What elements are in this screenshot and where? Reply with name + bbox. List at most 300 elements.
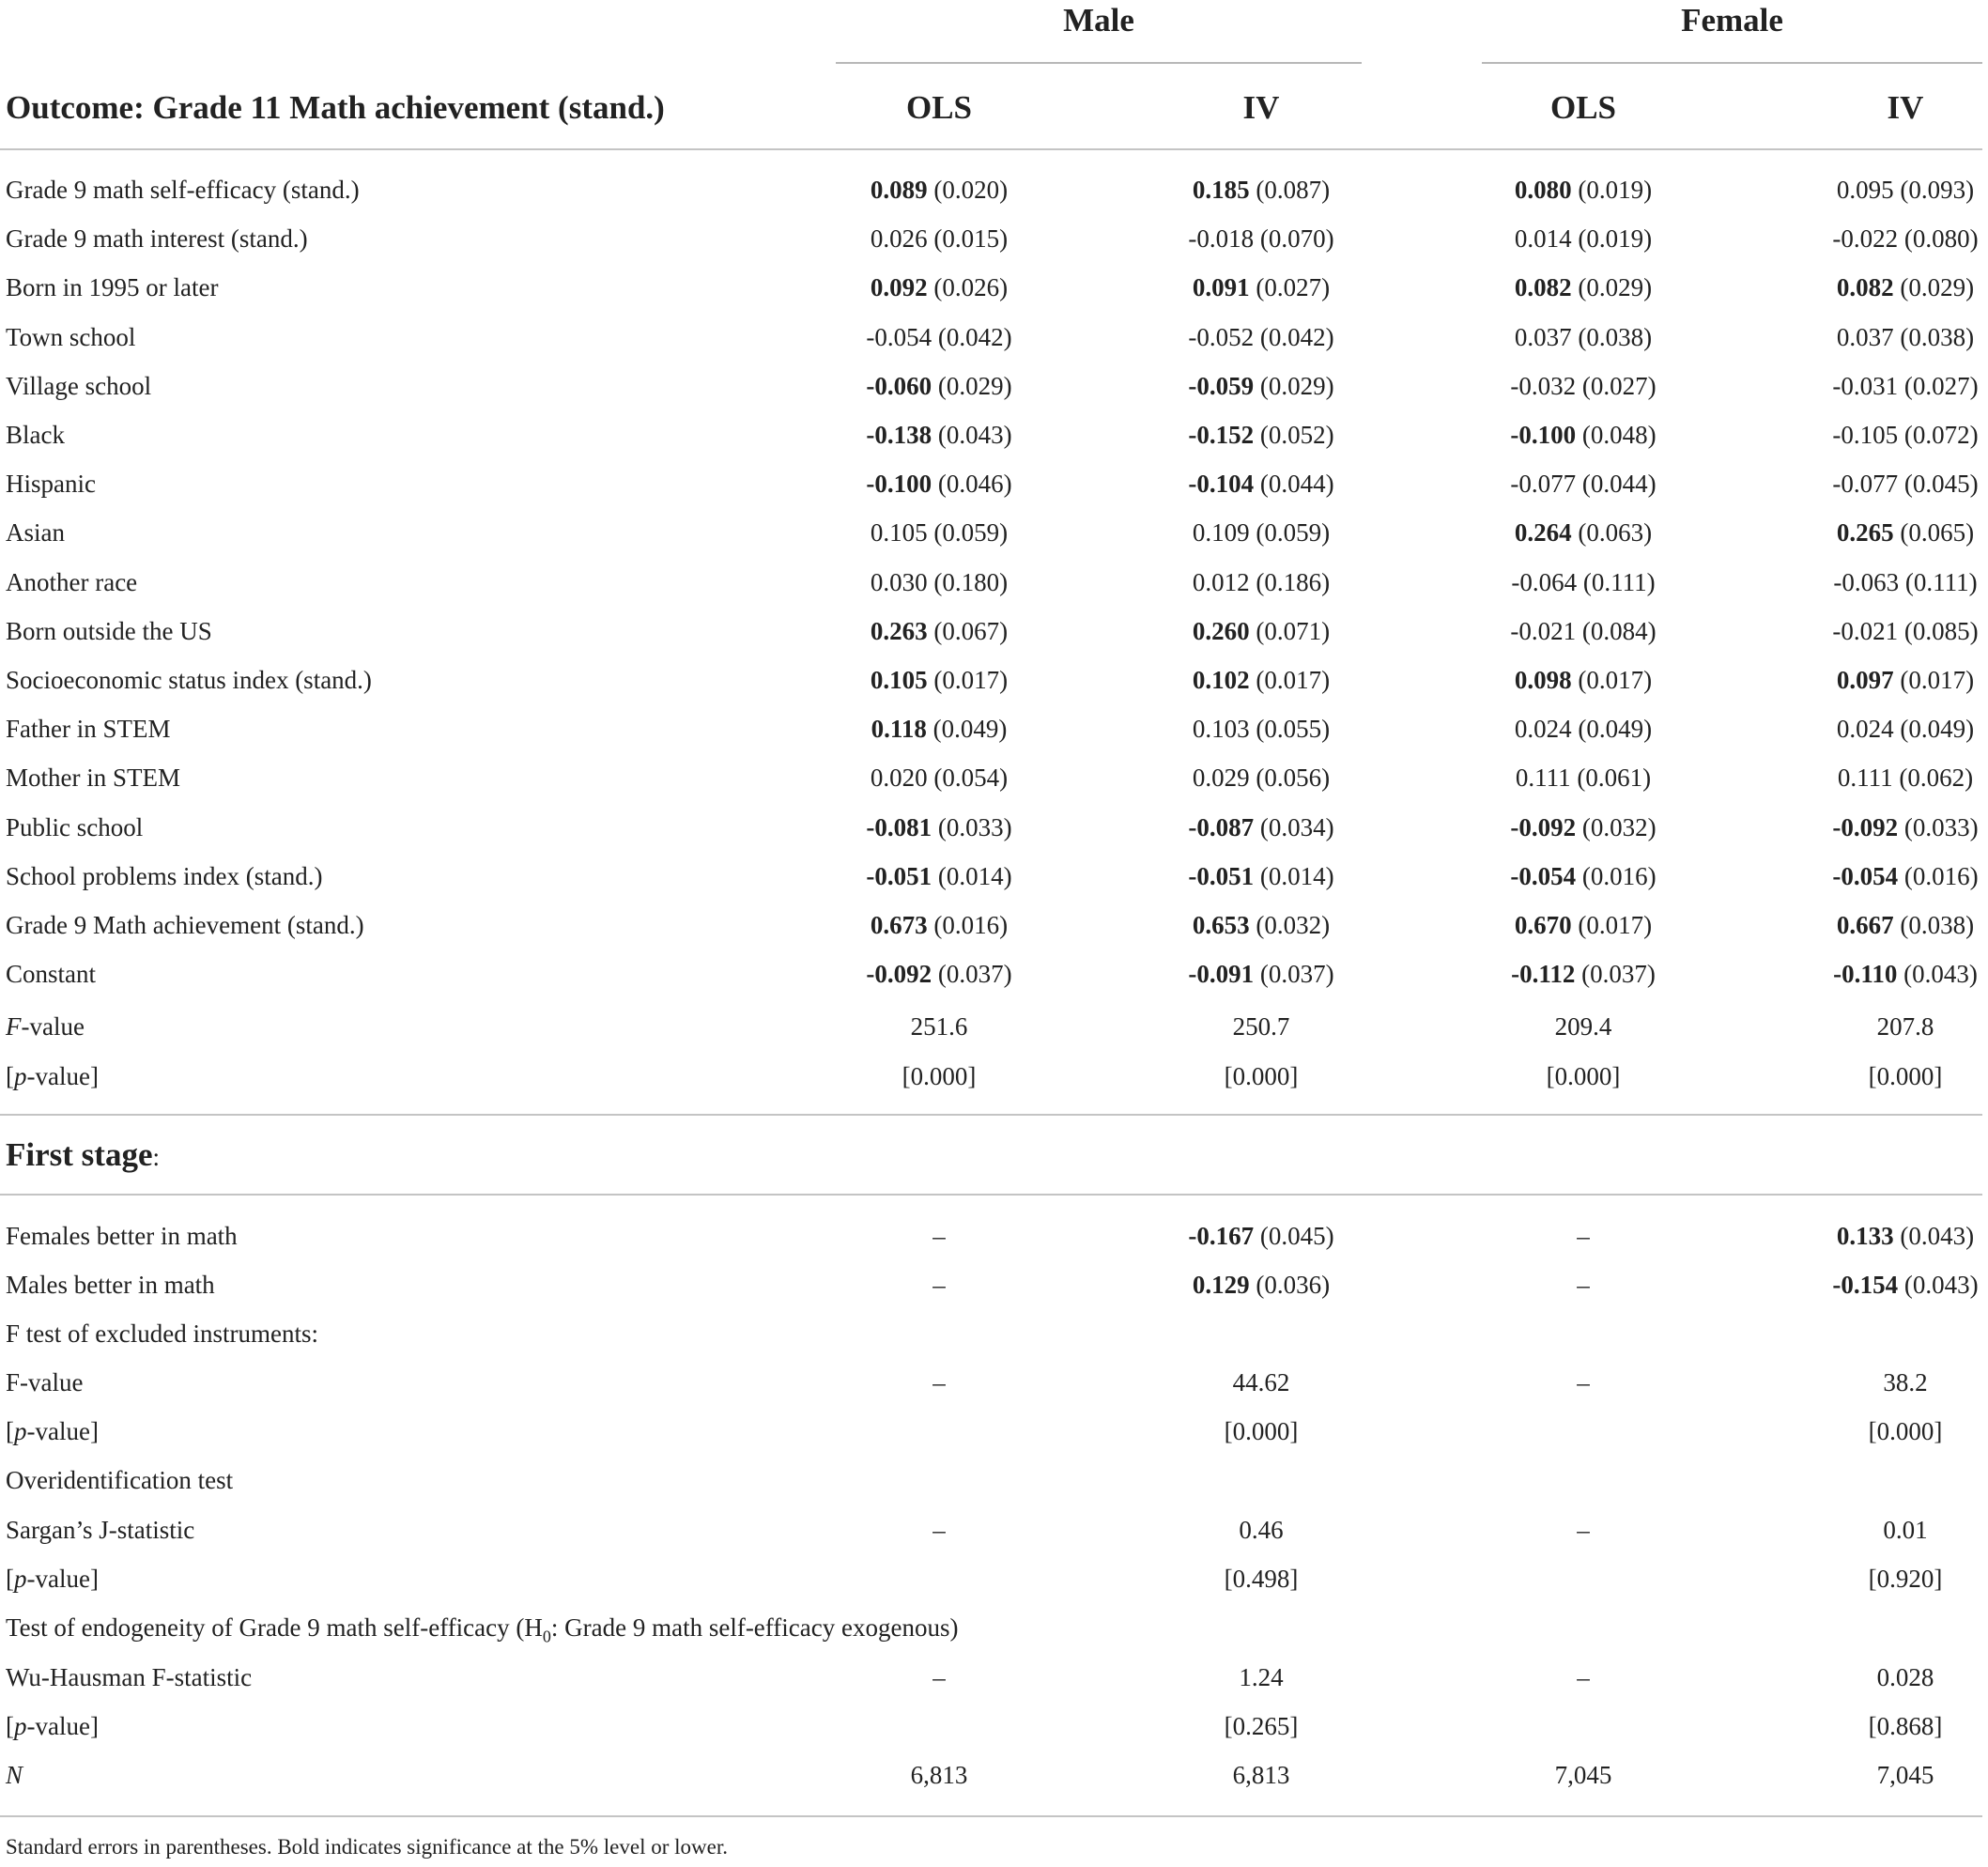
- col-header-female-ols: OLS: [1549, 89, 1617, 126]
- value-cell: [0.868]: [1868, 1712, 1943, 1740]
- group-rule-male: [836, 62, 1362, 64]
- standard-error: (0.043): [1903, 960, 1978, 989]
- coefficient-cell: [1424, 656, 1743, 704]
- row-label: School problems index (stand.): [6, 861, 323, 890]
- standard-error: (0.038): [1900, 322, 1975, 351]
- standard-error: (0.048): [1581, 421, 1657, 449]
- coefficient-value: 0.092: [870, 273, 928, 302]
- standard-error: (0.019): [1578, 176, 1653, 204]
- p-value-cell: [0.000]: [1546, 1062, 1621, 1090]
- coefficient-cell: [1102, 313, 1421, 362]
- coefficient-cell: [1746, 214, 1988, 263]
- coefficient-cell: [779, 214, 1099, 263]
- value-cell: –: [1577, 1516, 1590, 1544]
- standard-error: (0.027): [1581, 371, 1657, 400]
- coefficient-cell: [1746, 704, 1988, 753]
- standard-error: (0.016): [1581, 861, 1657, 890]
- coefficient-cell: [1746, 607, 1988, 656]
- coefficient-cell: [1424, 362, 1743, 410]
- standard-error: (0.055): [1256, 715, 1331, 744]
- standard-error: (0.071): [1256, 616, 1331, 645]
- col-header-male-ols: OLS: [905, 89, 973, 126]
- coefficient-cell: [1424, 214, 1743, 263]
- value-cell: –: [932, 1516, 946, 1544]
- row-label: Grade 9 math interest (stand.): [6, 224, 308, 254]
- coefficient-cell: [779, 459, 1099, 508]
- table-row: [0, 656, 1988, 704]
- table-row: [0, 313, 1988, 362]
- coefficient-cell: [779, 1211, 1099, 1260]
- standard-error: (0.037): [937, 960, 1012, 989]
- coefficient-cell: [779, 558, 1099, 607]
- group-header-female: Female: [1681, 2, 1783, 39]
- coefficient-cell: [779, 803, 1099, 852]
- coefficient-value: -0.054: [866, 322, 932, 351]
- coefficient-cell: [1746, 459, 1988, 508]
- coefficient-value: 0.029: [1192, 764, 1250, 793]
- row-label: Another race: [6, 567, 138, 596]
- outcome-title: Outcome: Grade 11 Math achievement (stand.): [6, 89, 665, 126]
- standard-error: (0.049): [932, 715, 1008, 744]
- f-test-p-row: [0, 1407, 1988, 1456]
- standard-error: (0.054): [933, 764, 1009, 793]
- value-cell: 1.24: [1239, 1663, 1284, 1691]
- row-label: [p-value]: [6, 1565, 99, 1593]
- row-label: Grade 9 math self-efficacy (stand.): [6, 176, 360, 204]
- standard-error: (0.044): [1581, 470, 1657, 499]
- coefficient-cell: [779, 704, 1099, 753]
- f-test-header-row: [0, 1309, 1988, 1358]
- row-label: Hispanic: [6, 470, 96, 499]
- coefficient-cell: [1746, 852, 1988, 901]
- coefficient-cell: [1746, 558, 1988, 607]
- f-value-cell: 250.7: [1232, 1012, 1290, 1041]
- coefficient-cell: [1424, 704, 1743, 753]
- coefficient-cell: [1102, 263, 1421, 312]
- coefficient-value: 0.026: [870, 224, 928, 254]
- row-label: Males better in math: [6, 1271, 215, 1300]
- n-row: [0, 1751, 1988, 1799]
- standard-error: (0.080): [1903, 224, 1979, 254]
- coefficient-cell: [1746, 1211, 1988, 1260]
- p-value-cell: [0.000]: [902, 1062, 977, 1090]
- coefficient-cell: [1746, 165, 1988, 214]
- value-cell: [0.498]: [1224, 1565, 1299, 1593]
- f-test-value-row: [0, 1358, 1988, 1407]
- standard-error: (0.037): [1581, 960, 1656, 989]
- coefficient-value: –: [932, 1222, 946, 1250]
- standard-error: (0.067): [933, 616, 1009, 645]
- standard-error: (0.049): [1578, 715, 1653, 744]
- table-row: [0, 803, 1988, 852]
- coefficient-cell: [1424, 803, 1743, 852]
- standard-error: (0.014): [937, 861, 1012, 890]
- standard-error: (0.111): [1904, 567, 1978, 596]
- row-label: Public school: [6, 812, 144, 841]
- coefficient-cell: [1746, 901, 1988, 949]
- row-label: Born outside the US: [6, 616, 212, 645]
- coefficient-value: -0.138: [866, 421, 932, 449]
- coefficient-value: -0.087: [1188, 812, 1255, 841]
- coefficient-cell: [1424, 263, 1743, 312]
- value-cell: 0.01: [1883, 1516, 1928, 1544]
- row-label: Mother in STEM: [6, 764, 180, 793]
- p-value-row: [0, 1052, 1988, 1101]
- group-header-male: Male: [1063, 2, 1134, 39]
- coefficient-value: -0.077: [1832, 470, 1899, 499]
- coefficient-value: -0.100: [866, 470, 932, 499]
- coefficient-cell: [1424, 901, 1743, 949]
- row-label: Asian: [6, 518, 65, 548]
- value-cell: 7,045: [1554, 1761, 1612, 1789]
- row-label: [p-value]: [6, 1712, 99, 1740]
- value-cell: –: [932, 1663, 946, 1691]
- p-value-cell: [0.000]: [1868, 1062, 1943, 1090]
- standard-error: (0.016): [1903, 861, 1979, 890]
- coefficient-cell: [1102, 165, 1421, 214]
- coefficient-cell: [1424, 459, 1743, 508]
- coefficient-cell: [1424, 313, 1743, 362]
- coefficient-cell: [1102, 362, 1421, 410]
- coefficient-cell: [779, 949, 1099, 998]
- standard-error: (0.043): [1903, 1271, 1979, 1300]
- coefficient-cell: [1102, 410, 1421, 459]
- standard-error: (0.020): [933, 176, 1009, 204]
- standard-error: (0.042): [937, 322, 1012, 351]
- standard-error: (0.045): [1903, 470, 1979, 499]
- standard-error: (0.016): [933, 911, 1009, 939]
- f-value-row: [0, 1002, 1988, 1051]
- standard-error: (0.063): [1578, 518, 1653, 548]
- coefficient-value: 0.105: [870, 666, 928, 694]
- value-cell: [0.265]: [1224, 1712, 1299, 1740]
- sargan-row: [0, 1505, 1988, 1554]
- col-header-male-iv: IV: [1242, 89, 1280, 126]
- coefficient-cell: [1102, 949, 1421, 998]
- row-label: Females better in math: [6, 1222, 238, 1250]
- standard-error: (0.072): [1903, 421, 1979, 449]
- standard-error: (0.015): [933, 224, 1009, 254]
- row-label: [p-value]: [6, 1417, 99, 1445]
- coefficient-cell: [1424, 949, 1743, 998]
- coefficient-cell: [1102, 508, 1421, 557]
- standard-error: (0.180): [933, 567, 1009, 596]
- wu-hausman-row: [0, 1653, 1988, 1702]
- row-label: [p-value]: [6, 1062, 99, 1090]
- coefficient-value: 0.673: [870, 911, 928, 939]
- value-cell: [0.000]: [1868, 1417, 1943, 1445]
- coefficient-value: 0.098: [1514, 666, 1572, 694]
- coefficient-cell: [1424, 165, 1743, 214]
- value-cell: 44.62: [1232, 1368, 1290, 1396]
- standard-error: (0.017): [933, 666, 1009, 694]
- coefficient-value: 0.111: [1515, 764, 1571, 793]
- coefficient-value: 0.082: [1514, 273, 1572, 302]
- standard-error: (0.027): [1256, 273, 1331, 302]
- coefficient-cell: [1746, 656, 1988, 704]
- coefficient-value: 0.260: [1192, 616, 1250, 645]
- f-value-cell: 251.6: [910, 1012, 968, 1041]
- coefficient-cell: [1424, 1211, 1743, 1260]
- coefficient-value: -0.018: [1188, 224, 1255, 254]
- row-label: Village school: [6, 371, 152, 400]
- coefficient-cell: [779, 1260, 1099, 1309]
- coefficient-value: -0.110: [1833, 960, 1898, 989]
- standard-error: (0.042): [1259, 322, 1334, 351]
- standard-error: (0.032): [1581, 812, 1657, 841]
- coefficient-value: -0.092: [866, 960, 932, 989]
- value-cell: [0.000]: [1224, 1417, 1299, 1445]
- value-cell: –: [1577, 1663, 1590, 1691]
- coefficient-value: 0.667: [1836, 911, 1894, 939]
- coefficient-cell: [1746, 313, 1988, 362]
- value-cell: –: [1577, 1368, 1590, 1396]
- coefficient-cell: [1746, 508, 1988, 557]
- table-row: [0, 852, 1988, 901]
- coefficient-value: -0.054: [1510, 861, 1577, 890]
- row-label: Town school: [6, 322, 136, 351]
- coefficient-cell: [1102, 852, 1421, 901]
- table-row: [0, 558, 1988, 607]
- table-row: [0, 362, 1988, 410]
- standard-error: (0.111): [1582, 567, 1656, 596]
- standard-error: (0.036): [1256, 1271, 1331, 1300]
- standard-error: (0.029): [937, 371, 1012, 400]
- coefficient-value: -0.081: [866, 812, 932, 841]
- coefficient-value: 0.037: [1514, 322, 1572, 351]
- coefficient-value: -0.091: [1188, 960, 1255, 989]
- row-label: Grade 9 Math achievement (stand.): [6, 911, 364, 939]
- coefficient-value: 0.653: [1192, 911, 1250, 939]
- coefficient-cell: [779, 753, 1099, 802]
- coefficient-cell: [1102, 459, 1421, 508]
- coefficient-value: 0.089: [870, 176, 928, 204]
- standard-error: (0.038): [1900, 911, 1975, 939]
- standard-error: (0.029): [1900, 273, 1975, 302]
- coefficient-value: -0.152: [1188, 421, 1255, 449]
- overid-header-row: [0, 1456, 1988, 1504]
- coefficient-cell: [1746, 410, 1988, 459]
- standard-error: (0.033): [1903, 812, 1979, 841]
- standard-error: (0.017): [1578, 666, 1653, 694]
- standard-error: (0.017): [1578, 911, 1653, 939]
- row-label: Constant: [6, 960, 97, 989]
- coefficient-value: –: [932, 1271, 946, 1300]
- standard-error: (0.052): [1259, 421, 1334, 449]
- coefficient-value: 0.264: [1514, 518, 1572, 548]
- row-label: F-value: [6, 1368, 84, 1396]
- row-label: Father in STEM: [6, 715, 171, 744]
- coefficient-value: -0.104: [1188, 470, 1255, 499]
- standard-error: (0.065): [1900, 518, 1975, 548]
- coefficient-value: -0.054: [1832, 861, 1899, 890]
- table-row: [0, 901, 1988, 949]
- group-rule-female: [1482, 62, 1982, 64]
- coefficient-value: 0.082: [1836, 273, 1894, 302]
- coefficient-cell: [779, 607, 1099, 656]
- standard-error: (0.029): [1578, 273, 1653, 302]
- value-cell: 38.2: [1883, 1368, 1928, 1396]
- coefficient-value: -0.077: [1510, 470, 1577, 499]
- standard-error: (0.032): [1256, 911, 1331, 939]
- coefficient-value: -0.064: [1511, 567, 1578, 596]
- row-label: F test of excluded instruments:: [6, 1319, 318, 1348]
- standard-error: (0.026): [933, 273, 1009, 302]
- table-row: [0, 753, 1988, 802]
- standard-error: (0.093): [1900, 176, 1975, 204]
- table-footnote: Standard errors in parentheses. Bold indicates significance at the 5% level or lower.: [6, 1835, 728, 1859]
- coefficient-cell: [1102, 656, 1421, 704]
- standard-error: (0.037): [1259, 960, 1334, 989]
- first-stage-rule: [0, 1194, 1982, 1196]
- standard-error: (0.017): [1256, 666, 1331, 694]
- standard-error: (0.017): [1900, 666, 1975, 694]
- value-cell: 0.028: [1876, 1663, 1934, 1691]
- standard-error: (0.085): [1903, 616, 1979, 645]
- coefficient-cell: [779, 852, 1099, 901]
- coefficient-value: -0.092: [1510, 812, 1577, 841]
- coefficient-cell: [779, 313, 1099, 362]
- coefficient-value: -0.021: [1832, 616, 1899, 645]
- row-label: N: [6, 1761, 23, 1789]
- coefficient-value: 0.102: [1192, 666, 1250, 694]
- coefficient-value: 0.024: [1514, 715, 1572, 744]
- coefficient-cell: [1102, 1260, 1421, 1309]
- coefficient-value: 0.091: [1192, 273, 1250, 302]
- coefficient-value: -0.092: [1832, 812, 1899, 841]
- standard-error: (0.027): [1903, 371, 1979, 400]
- coefficient-value: 0.133: [1836, 1222, 1894, 1250]
- coefficient-value: 0.037: [1836, 322, 1894, 351]
- row-label: Black: [6, 421, 65, 449]
- row-label: Socioeconomic status index (stand.): [6, 666, 372, 694]
- coefficient-value: –: [1577, 1222, 1590, 1250]
- coefficient-cell: [1746, 263, 1988, 312]
- standard-error: (0.062): [1899, 764, 1974, 793]
- table-row: [0, 410, 1988, 459]
- value-cell: –: [932, 1368, 946, 1396]
- coefficient-value: -0.059: [1188, 371, 1255, 400]
- coefficient-cell: [1424, 410, 1743, 459]
- column-header-row: [0, 79, 1988, 137]
- standard-error: (0.029): [1259, 371, 1334, 400]
- coefficient-value: 0.670: [1514, 911, 1572, 939]
- coefficient-cell: [779, 901, 1099, 949]
- coefficient-cell: [1424, 558, 1743, 607]
- f-value-cell: 207.8: [1876, 1012, 1934, 1041]
- coefficient-value: 0.109: [1192, 518, 1250, 548]
- coefficient-value: 0.265: [1836, 518, 1894, 548]
- standard-error: (0.186): [1256, 567, 1331, 596]
- standard-error: (0.087): [1256, 176, 1331, 204]
- coefficient-value: -0.022: [1832, 224, 1899, 254]
- coefficient-value: -0.052: [1188, 322, 1255, 351]
- coefficient-value: 0.185: [1192, 176, 1250, 204]
- coefficient-cell: [779, 508, 1099, 557]
- p-value-cell: [0.000]: [1224, 1062, 1299, 1090]
- coefficient-value: 0.118: [871, 715, 927, 744]
- coefficient-cell: [1102, 803, 1421, 852]
- coefficient-value: -0.021: [1510, 616, 1577, 645]
- table-row: [0, 1211, 1988, 1260]
- coefficient-value: -0.051: [1188, 861, 1255, 890]
- coefficient-cell: [1102, 558, 1421, 607]
- coefficient-value: 0.080: [1514, 176, 1572, 204]
- table-row: [0, 704, 1988, 753]
- coefficient-cell: [1102, 214, 1421, 263]
- section-rule: [0, 1114, 1982, 1116]
- coefficient-cell: [779, 165, 1099, 214]
- row-label: F-value: [6, 1012, 85, 1041]
- value-cell: 7,045: [1876, 1761, 1934, 1789]
- standard-error: (0.045): [1259, 1222, 1334, 1250]
- value-cell: 6,813: [910, 1761, 968, 1789]
- wu-hausman-p-row: [0, 1702, 1988, 1751]
- coefficient-cell: [1424, 852, 1743, 901]
- table-row: [0, 508, 1988, 557]
- coefficient-cell: [1424, 753, 1743, 802]
- col-header-female-iv: IV: [1887, 89, 1924, 126]
- standard-error: (0.070): [1259, 224, 1334, 254]
- coefficient-cell: [1746, 753, 1988, 802]
- standard-error: (0.056): [1256, 764, 1331, 793]
- table-row: [0, 214, 1988, 263]
- coefficient-cell: [1746, 803, 1988, 852]
- coefficient-value: 0.105: [870, 518, 928, 548]
- coefficient-cell: [1746, 362, 1988, 410]
- coefficient-value: -0.063: [1833, 567, 1900, 596]
- table-row: [0, 607, 1988, 656]
- coefficient-value: -0.167: [1188, 1222, 1255, 1250]
- coefficient-value: 0.020: [870, 764, 928, 793]
- coefficient-cell: [779, 263, 1099, 312]
- standard-error: (0.044): [1259, 470, 1334, 499]
- coefficient-cell: [1102, 1211, 1421, 1260]
- coefficient-value: -0.100: [1510, 421, 1577, 449]
- coefficient-cell: [779, 656, 1099, 704]
- coefficient-value: -0.112: [1511, 960, 1576, 989]
- standard-error: (0.061): [1577, 764, 1652, 793]
- row-label: Wu-Hausman F-statistic: [6, 1663, 253, 1691]
- coefficient-cell: [779, 362, 1099, 410]
- coefficient-value: -0.031: [1832, 371, 1899, 400]
- standard-error: (0.014): [1259, 861, 1334, 890]
- coefficient-value: 0.097: [1836, 666, 1894, 694]
- coefficient-value: -0.051: [866, 861, 932, 890]
- value-cell: [0.920]: [1868, 1565, 1943, 1593]
- standard-error: (0.059): [1256, 518, 1331, 548]
- f-value-cell: 209.4: [1554, 1012, 1612, 1041]
- coefficient-value: 0.095: [1836, 176, 1894, 204]
- coefficient-cell: [1102, 704, 1421, 753]
- standard-error: (0.034): [1259, 812, 1334, 841]
- standard-error: (0.033): [937, 812, 1012, 841]
- row-label: Sargan’s J-statistic: [6, 1516, 195, 1544]
- coefficient-cell: [1424, 607, 1743, 656]
- table-row: [0, 263, 1988, 312]
- value-cell: 6,813: [1232, 1761, 1290, 1789]
- standard-error: (0.059): [933, 518, 1009, 548]
- coefficient-value: -0.060: [866, 371, 932, 400]
- table-row: [0, 1260, 1988, 1309]
- coefficient-value: 0.024: [1836, 715, 1894, 744]
- coefficient-value: –: [1577, 1271, 1590, 1300]
- coefficient-cell: [1424, 508, 1743, 557]
- endogeneity-header-row: [0, 1603, 1988, 1652]
- coefficient-cell: [1424, 1260, 1743, 1309]
- row-label: Born in 1995 or later: [6, 273, 219, 302]
- value-cell: 0.46: [1239, 1516, 1284, 1544]
